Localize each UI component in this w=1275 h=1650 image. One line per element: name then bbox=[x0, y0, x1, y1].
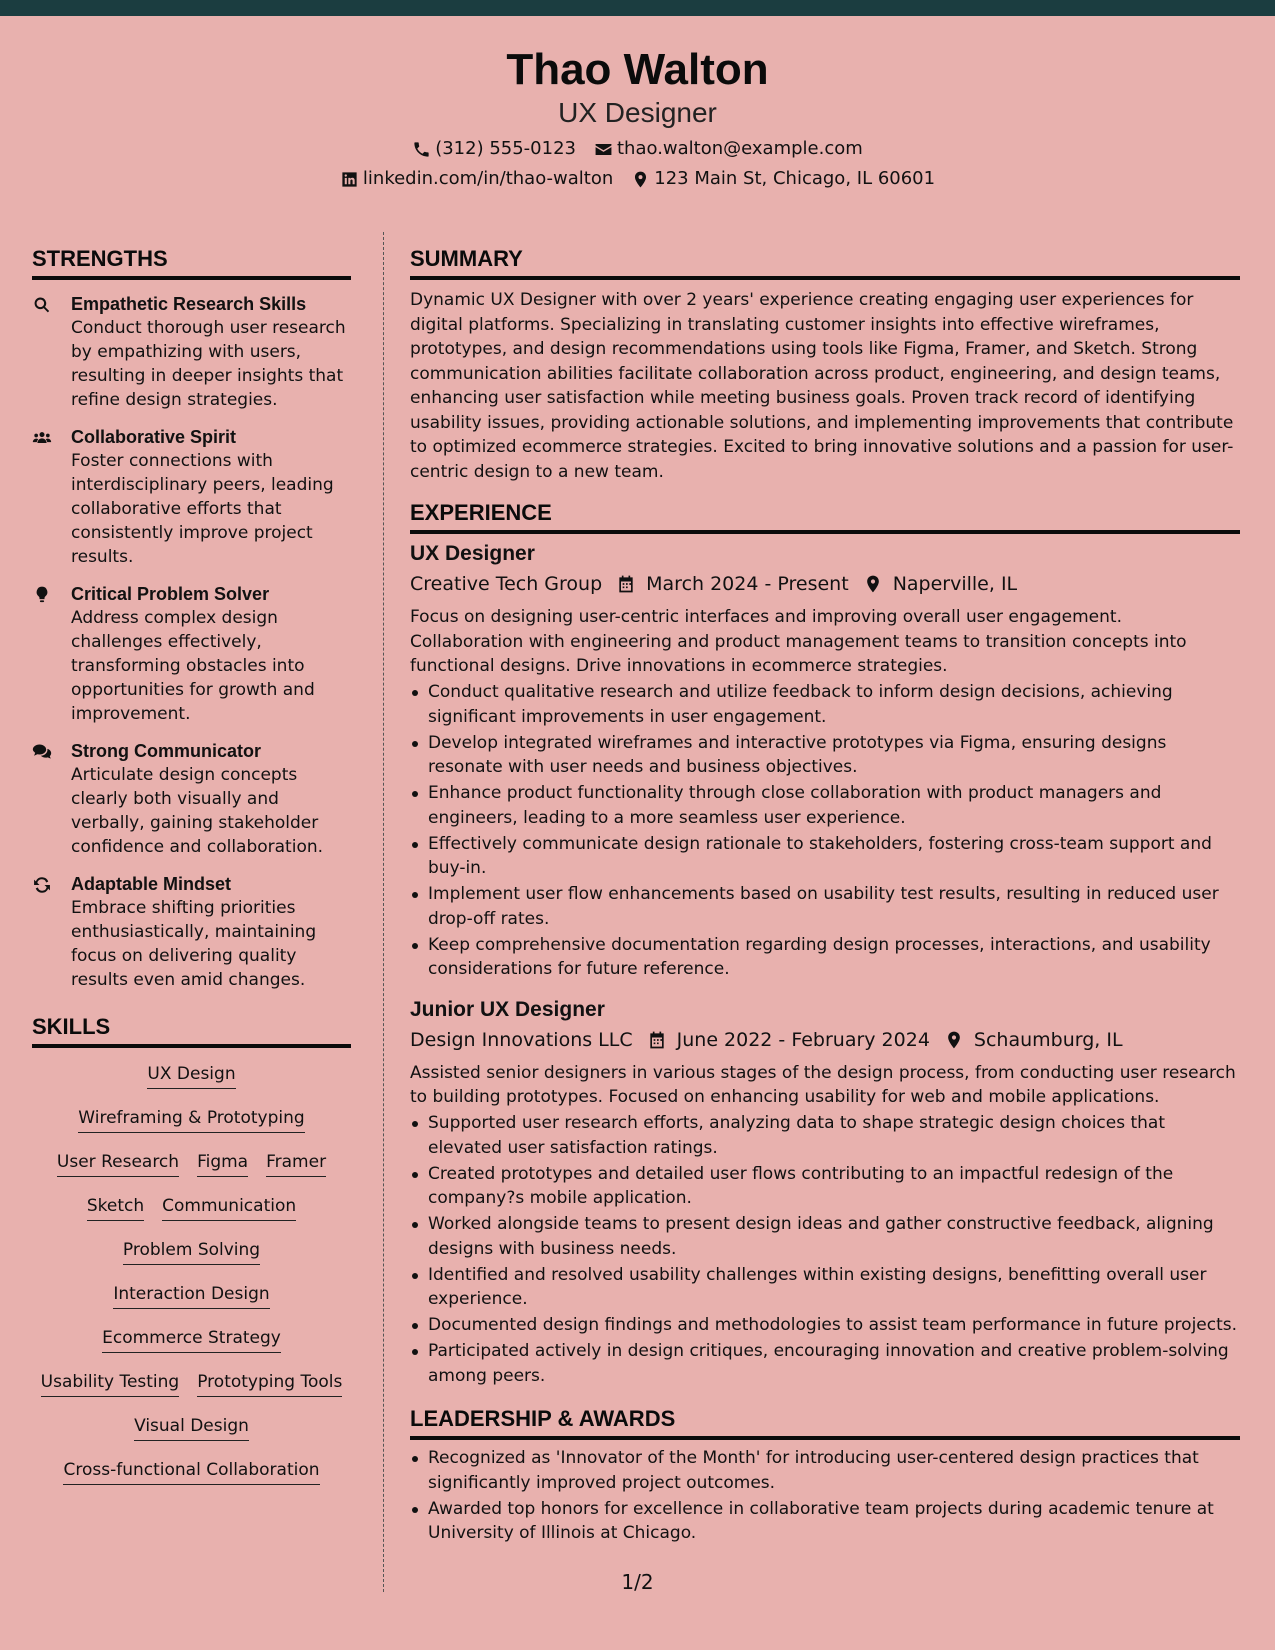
strengths-section bbox=[32, 246, 351, 992]
skill-tag: Framer bbox=[266, 1150, 326, 1177]
skill-tag: Ecommerce Strategy bbox=[102, 1326, 281, 1353]
awards-list bbox=[410, 1446, 1240, 1546]
strength-desc: Embrace shifting priorities enthusiastically, maintaining focus on delivering quality results even amid changes. bbox=[71, 898, 317, 990]
experience-heading: EXPERIENCE bbox=[410, 500, 1240, 534]
candidate-title: UX Designer bbox=[558, 97, 717, 128]
job-bullets bbox=[410, 1111, 1240, 1388]
phone-icon bbox=[412, 140, 431, 159]
calendar-icon bbox=[616, 574, 636, 594]
map-pin-icon bbox=[944, 1030, 964, 1050]
strength-item bbox=[32, 582, 351, 726]
job-bullet: Documented design findings and methodologies to assist team performance in future projects. bbox=[410, 1313, 1240, 1338]
job-bullet: Enhance product functionality through close collaboration with product managers and engineers, leading to a more seamless user experience. bbox=[410, 781, 1240, 830]
address-text: 123 Main St, Chicago, IL 60601 bbox=[654, 168, 936, 189]
strength-title: Strong Communicator bbox=[71, 741, 262, 761]
job-bullet: Identified and resolved usability challenges within existing designs, benefitting overall user experience. bbox=[410, 1263, 1240, 1312]
candidate-name: Thao Walton bbox=[506, 45, 769, 94]
search-icon bbox=[32, 295, 52, 315]
skill-tag: User Research bbox=[57, 1150, 179, 1177]
users-icon bbox=[32, 428, 52, 448]
refresh-icon bbox=[32, 875, 52, 895]
strength-title: Empathetic Research Skills bbox=[71, 294, 307, 314]
job-description: Focus on designing user-centric interfaces and improving overall user engagement. Collaboration with engineering and product management teams to transition concepts into functional designs. Drive innovations in ecommerce strategies. bbox=[410, 607, 1187, 676]
job-bullet: Created prototypes and detailed user flows contributing to an impactful redesign of the company?s mobile application. bbox=[410, 1162, 1240, 1211]
awards-section bbox=[410, 1406, 1240, 1546]
column-divider bbox=[383, 232, 384, 1592]
skill-tag: Visual Design bbox=[134, 1414, 249, 1441]
skill-tag: Wireframing & Prototyping bbox=[78, 1106, 304, 1133]
lightbulb-icon bbox=[32, 585, 52, 605]
strength-title: Adaptable Mindset bbox=[71, 874, 232, 894]
strength-item bbox=[32, 425, 351, 569]
experience-section bbox=[410, 500, 1240, 1388]
skill-tag: UX Design bbox=[147, 1062, 235, 1089]
contact-row-1 bbox=[0, 138, 1275, 160]
strength-desc: Conduct thorough user research by empathizing with users, resulting in deeper insights that refine design strategies. bbox=[71, 318, 346, 410]
job-description: Assisted senior designers in various stages of the design process, from conducting user research to building prototypes. Focused on enhancing usability for web and mobile applications. bbox=[410, 1062, 1236, 1107]
skills-section bbox=[32, 1014, 351, 1485]
contact-row-2 bbox=[0, 168, 1275, 190]
job-bullet: Conduct qualitative research and utilize feedback to inform design decisions, achieving significant improvements in user engagement. bbox=[410, 680, 1240, 729]
contact-phone bbox=[412, 138, 576, 160]
comments-icon bbox=[32, 742, 52, 762]
skill-tag: Sketch bbox=[87, 1194, 144, 1221]
strength-item bbox=[32, 292, 351, 412]
strength-desc: Articulate design concepts clearly both visually and verbally, gaining stakeholder confidence and collaboration. bbox=[71, 765, 324, 857]
job-bullets bbox=[410, 680, 1240, 982]
map-pin-icon bbox=[863, 574, 883, 594]
strength-desc: Foster connections with interdisciplinary peers, leading collaborative efforts that consistently improve project results. bbox=[71, 451, 334, 567]
job-dates: June 2022 - February 2024 bbox=[676, 1028, 930, 1051]
award-item: Recognized as 'Innovator of the Month' for introducing user-centered design practices that significantly improved project outcomes. bbox=[410, 1446, 1240, 1495]
strength-item bbox=[32, 872, 351, 992]
contact-address bbox=[631, 168, 935, 190]
skill-tag: Usability Testing bbox=[41, 1370, 180, 1397]
job-entry bbox=[410, 540, 1240, 982]
skill-tag: Communication bbox=[162, 1194, 296, 1221]
job-bullet: Worked alongside teams to present design ideas and gather constructive feedback, aligning designs with business needs. bbox=[410, 1212, 1240, 1261]
contact-email[interactable] bbox=[594, 138, 863, 160]
summary-text: Dynamic UX Designer with over 2 years' experience creating engaging user experiences for digital platforms. Specializing in translating customer insights into effective wireframes, prototypes, and design recommendations using tools like Figma, Framer, and Sketch. Strong communication abilities facilitate collaboration across product, engineering, and design teams, enhancing user satisfaction while meeting business goals. Proven track record of identifying usability issues, providing actionable solutions, and implementing improvements that contribute to optimized ecommerce strategies. Excited to bring innovative solutions and a passion for user-centric design to a new team. bbox=[410, 290, 1234, 482]
job-meta bbox=[410, 1027, 1240, 1053]
strength-title: Critical Problem Solver bbox=[71, 584, 270, 604]
job-company: Design Innovations LLC bbox=[410, 1028, 633, 1051]
calendar-icon bbox=[647, 1030, 667, 1050]
awards-heading: LEADERSHIP & AWARDS bbox=[410, 1406, 1240, 1440]
job-entry bbox=[410, 996, 1240, 1389]
job-bullet: Effectively communicate design rationale to stakeholders, fostering cross-team support and buy-in. bbox=[410, 832, 1240, 881]
skill-tag: Problem Solving bbox=[123, 1238, 260, 1265]
page-number: 1/2 bbox=[621, 1570, 654, 1594]
map-pin-icon bbox=[631, 170, 650, 189]
linkedin-text[interactable]: linkedin.com/in/thao-walton bbox=[362, 168, 614, 189]
job-bullet: Implement user flow enhancements based on usability test results, resulting in reduced user drop-off rates. bbox=[410, 882, 1240, 931]
skills-list bbox=[32, 1062, 351, 1485]
strengths-heading: STRENGTHS bbox=[32, 246, 351, 280]
left-column bbox=[32, 246, 351, 1502]
strength-desc: Address complex design challenges effectively, transforming obstacles into opportunities for growth and improvement. bbox=[71, 608, 315, 724]
contact-linkedin[interactable] bbox=[340, 168, 613, 190]
envelope-icon bbox=[594, 140, 613, 159]
job-title: Junior UX Designer bbox=[410, 997, 605, 1021]
summary-section bbox=[410, 246, 1240, 484]
strength-title: Collaborative Spirit bbox=[71, 427, 237, 447]
job-bullet: Keep comprehensive documentation regarding design processes, interactions, and usability considerations for future reference. bbox=[410, 933, 1240, 982]
award-item: Awarded top honors for excellence in collaborative team projects during academic tenure at University of Illinois at Chicago. bbox=[410, 1497, 1240, 1546]
job-location: Naperville, IL bbox=[892, 573, 1018, 595]
email-text[interactable]: thao.walton@example.com bbox=[617, 138, 863, 159]
job-bullet: Participated actively in design critiques, encouraging innovation and creative problem-solving among peers. bbox=[410, 1339, 1240, 1388]
top-accent-bar bbox=[0, 0, 1275, 16]
skill-tag: Cross-functional Collaboration bbox=[63, 1458, 319, 1485]
strength-item bbox=[32, 739, 351, 859]
job-meta bbox=[410, 571, 1240, 597]
right-column bbox=[410, 246, 1240, 1546]
job-dates: March 2024 - Present bbox=[646, 573, 849, 595]
skills-heading: SKILLS bbox=[32, 1014, 351, 1048]
skill-tag: Interaction Design bbox=[113, 1282, 269, 1309]
resume-header bbox=[0, 16, 1275, 204]
job-title: UX Designer bbox=[410, 542, 535, 565]
skill-tag: Figma bbox=[197, 1150, 248, 1177]
job-bullet: Supported user research efforts, analyzing data to shape strategic design choices that elevated user satisfaction ratings. bbox=[410, 1111, 1240, 1160]
summary-heading: SUMMARY bbox=[410, 246, 1240, 280]
job-bullet: Develop integrated wireframes and interactive prototypes via Figma, ensuring designs resonate with user needs and business objectives. bbox=[410, 731, 1240, 780]
job-location: Schaumburg, IL bbox=[973, 1028, 1123, 1051]
linkedin-icon bbox=[340, 170, 359, 189]
skill-tag: Prototyping Tools bbox=[197, 1370, 342, 1397]
job-company: Creative Tech Group bbox=[410, 573, 603, 595]
phone-text: (312) 555-0123 bbox=[435, 138, 576, 159]
